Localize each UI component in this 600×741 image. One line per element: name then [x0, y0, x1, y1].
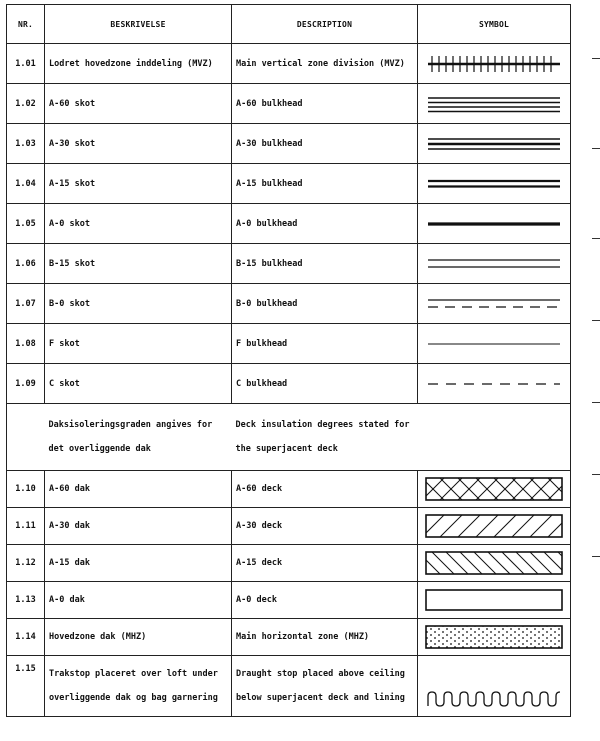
table-row: [7, 656, 571, 717]
row-description: A-15 bulkhead: [232, 164, 418, 204]
table-row: [7, 204, 571, 244]
table-row: [7, 471, 571, 508]
row-number: 1.13: [7, 582, 45, 619]
four-lines-icon: [426, 94, 562, 114]
last-en-line-2: below superjacent deck and lining: [236, 693, 405, 703]
three-lines-icon: [426, 134, 562, 154]
header-row: [7, 5, 571, 44]
row-description: [232, 656, 418, 717]
header-description: DESCRIPTION: [232, 5, 418, 44]
note-description: [232, 404, 418, 471]
row-number: 1.14: [7, 619, 45, 656]
row-description: A-60 bulkhead: [232, 84, 418, 124]
table-row: [7, 508, 571, 545]
row-beskrivelse: Lodret hovedzone inddeling (MVZ): [45, 44, 232, 84]
row-beskrivelse: A-0 skot: [45, 204, 232, 244]
row-beskrivelse: Hovedzone dak (MHZ): [45, 619, 232, 656]
table-row: [7, 124, 571, 164]
last-da-line-2: overliggende dak og bag garnering: [49, 693, 218, 703]
dotted-box-icon: [424, 624, 564, 650]
table-row: [7, 619, 571, 656]
edge-tick: [592, 402, 600, 403]
row-beskrivelse: A-60 dak: [45, 471, 232, 508]
note-en-line-2: the superjacent deck: [235, 444, 338, 454]
note-da-line-2: det overliggende dak: [48, 444, 151, 454]
note-da-line-1: Daksisoleringsgraden angives for: [48, 420, 213, 430]
note-row: [7, 404, 571, 471]
header-nr: NR.: [7, 5, 45, 44]
edge-tick: [592, 556, 600, 557]
row-number: 1.11: [7, 508, 45, 545]
row-description: A-15 deck: [232, 545, 418, 582]
row-number: 1.07: [7, 284, 45, 324]
table-row: [7, 44, 571, 84]
edge-tick: [592, 238, 600, 239]
row-description: A-60 deck: [232, 471, 418, 508]
empty-box-icon: [424, 587, 564, 613]
row-number: 1.06: [7, 244, 45, 284]
two-thin-lines-icon: [426, 254, 562, 274]
row-beskrivelse: C skot: [45, 364, 232, 404]
table-row: [7, 364, 571, 404]
line-and-dashed-line-icon: [426, 294, 562, 314]
row-beskrivelse: A-15 skot: [45, 164, 232, 204]
note-beskrivelse: [45, 404, 232, 471]
two-thick-lines-icon: [426, 174, 562, 194]
row-beskrivelse: A-0 dak: [45, 582, 232, 619]
row-beskrivelse: [45, 656, 232, 717]
row-number: 1.02: [7, 84, 45, 124]
row-beskrivelse: A-15 dak: [45, 545, 232, 582]
row-description: C bulkhead: [232, 364, 418, 404]
note-en-line-1: Deck insulation degrees stated for: [235, 420, 410, 430]
row-beskrivelse: A-60 skot: [45, 84, 232, 124]
row-beskrivelse: A-30 dak: [45, 508, 232, 545]
row-description: Main horizontal zone (MHZ): [232, 619, 418, 656]
edge-tick: [592, 148, 600, 149]
last-da-line-1: Trakstop placeret over loft under: [49, 669, 218, 679]
row-description: A-30 bulkhead: [232, 124, 418, 164]
forward-hatched-box-icon: [424, 513, 564, 539]
table-row: [7, 244, 571, 284]
row-description: A-30 deck: [232, 508, 418, 545]
table-row: [7, 545, 571, 582]
row-beskrivelse: A-30 skot: [45, 124, 232, 164]
row-number: 1.12: [7, 545, 45, 582]
table-row: [7, 284, 571, 324]
row-number: 1.09: [7, 364, 45, 404]
cross-hatched-box-icon: [424, 476, 564, 502]
edge-tick: [592, 474, 600, 475]
row-description: B-0 bulkhead: [232, 284, 418, 324]
table-row: [7, 582, 571, 619]
row-description: A-0 bulkhead: [232, 204, 418, 244]
row-description: B-15 bulkhead: [232, 244, 418, 284]
symbol-table: [6, 4, 571, 717]
row-number: 1.04: [7, 164, 45, 204]
row-beskrivelse: F skot: [45, 324, 232, 364]
row-description: F bulkhead: [232, 324, 418, 364]
row-description: A-0 deck: [232, 582, 418, 619]
hatched-thick-line-icon: [426, 54, 562, 74]
row-number: 1.10: [7, 471, 45, 508]
row-description: Main vertical zone division (MVZ): [232, 44, 418, 84]
table-row: [7, 84, 571, 124]
header-beskrivelse: BESKRIVELSE: [45, 5, 232, 44]
row-beskrivelse: B-0 skot: [45, 284, 232, 324]
row-beskrivelse: B-15 skot: [45, 244, 232, 284]
row-number: 1.01: [7, 44, 45, 84]
edge-tick: [592, 320, 600, 321]
row-number: 1.15: [7, 656, 45, 717]
edge-tick: [592, 58, 600, 59]
row-number: 1.05: [7, 204, 45, 244]
backward-hatched-box-icon: [424, 550, 564, 576]
dashed-line-icon: [426, 374, 562, 394]
row-number: 1.03: [7, 124, 45, 164]
last-en-line-1: Draught stop placed above ceiling: [236, 669, 405, 679]
single-thin-line-icon: [426, 334, 562, 354]
wavy-line-icon: [424, 688, 564, 710]
symbol-legend-sheet: [6, 4, 586, 736]
header-symbol: SYMBOL: [418, 5, 571, 44]
table-row: [7, 164, 571, 204]
single-thick-line-icon: [426, 214, 562, 234]
table-row: [7, 324, 571, 364]
row-number: 1.08: [7, 324, 45, 364]
